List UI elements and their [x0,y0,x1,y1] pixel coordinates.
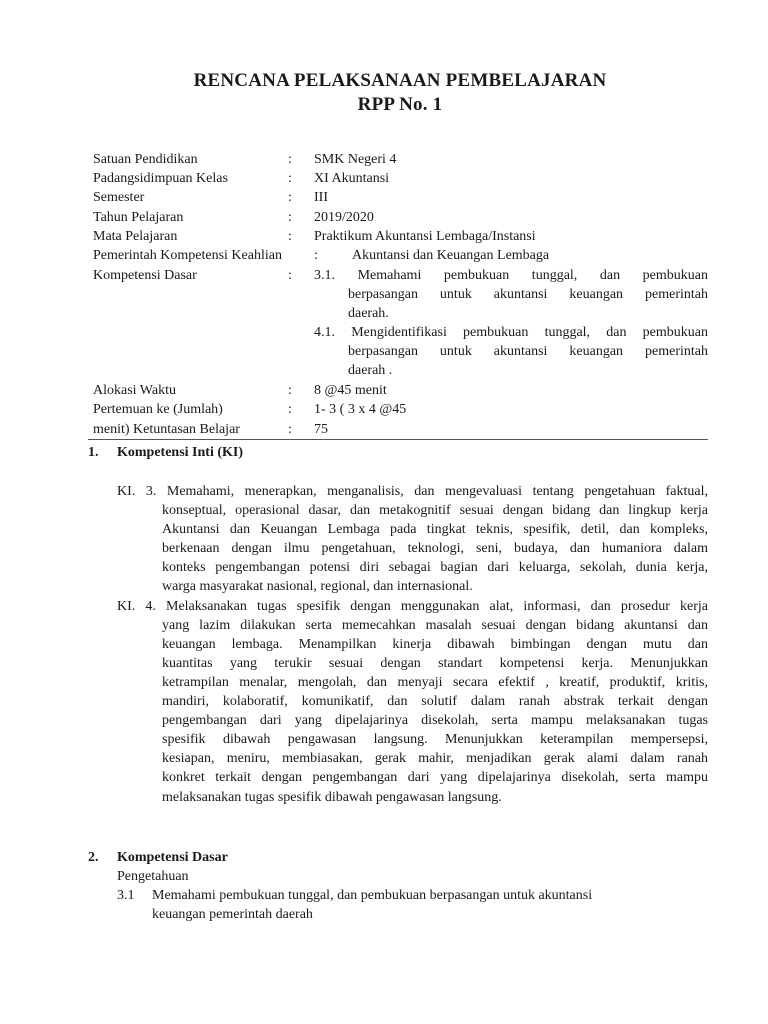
ki4-line: kuantitas yang terukir sesuai dengan standart kompetensi kerja. Menunjukkan [162,656,708,671]
ki4-line: ketrampilan menalar, mengolah, dan menyaji secara efektif , kreatif, produktif, kritis, [162,675,708,690]
keahlian-label: Pemerintah Kompetensi Keahlian [93,248,282,263]
ki4-line: kesiapan, meniru, membiasakan, gerak mahir, menjadikan gerak alami dalam ranah [162,751,708,766]
ki4-line: pengembangan dari yang dipelajarinya disekolah, serta mampu melaksanakan tugas [162,713,708,728]
alokasi-row [0,381,768,400]
semester-row [0,188,768,207]
kd-41-line: daerah . [348,363,393,378]
kd-41-line: berpasangan untuk akuntansi keuangan pemerintah [348,344,708,359]
document-title: RENCANA PELAKSANAAN PEMBELAJARAN [193,70,607,91]
alokasi-label: Alokasi Waktu [93,383,176,398]
pertemuan-label: Pertemuan ke (Jumlah) [93,402,223,417]
tahun-row [0,208,768,227]
subheading-pengetahuan: Pengetahuan [117,869,189,884]
ki4-first-line: KI. 4. Melaksanakan tugas spesifik dengan menggunakan alat, informasi, dan prosedur kerja [117,599,708,614]
alokasi-value: 8 @45 menit [314,383,387,398]
ketuntasan-label: menit) Ketuntasan Belajar [93,422,240,437]
colon: : [288,268,292,283]
ki4-line: konkret terkait dengan pengembangan dari yang dipelajarinya disekolah, serta mampu [162,770,708,785]
section-number: 1. [88,445,99,460]
colon: : [288,383,292,398]
table-rule [88,439,708,440]
mapel-row [0,227,768,246]
document-subtitle: RPP No. 1 [357,94,443,115]
ketuntasan-row [0,420,768,439]
colon: : [288,171,292,186]
colon: : [288,229,292,244]
kd-label: Kompetensi Dasar [93,268,197,283]
satuan-row [0,150,768,169]
item-line: Memahami pembukuan tunggal, dan pembukuan berpasangan untuk akuntansi [152,888,593,903]
section-heading: Kompetensi Inti (KI) [117,445,243,460]
mapel-value: Praktikum Akuntansi Lembaga/Instansi [314,229,536,244]
colon: : [314,248,318,263]
colon: : [288,422,292,437]
satuan-value: SMK Negeri 4 [314,152,397,167]
kelas-value: XI Akuntansi [314,171,390,186]
kelas-label: Padangsidimpuan Kelas [93,171,228,186]
ki4-line: melaksanakan tugas spesifik dibawah pengawasan langsung. [162,790,502,805]
ki4-line: spesifik dibawah pengawasan langsung. Menunjukkan keterampilan mempersepsi, [162,732,708,747]
kd-31-line: berpasangan untuk akuntansi keuangan pemerintah [348,287,708,302]
kd-41-line: 4.1. Mengidentifikasi pembukuan tunggal, dan pembukuan [314,325,708,340]
keahlian-row [0,246,768,265]
kd-31-line: daerah. [348,306,389,321]
colon: : [288,190,292,205]
colon: : [288,402,292,417]
pertemuan-row [0,400,768,419]
tahun-value: 2019/2020 [314,210,374,225]
ki3-line: konseptual, operasional dasar, dan metakognitif sesuai dengan bidang dan lingkup kerja [162,503,708,518]
keahlian-value: Akuntansi dan Keuangan Lembaga [352,248,550,263]
section-number: 2. [88,850,99,865]
ki3-line: berkenaan dengan ilmu pengetahuan, teknologi, seni, budaya, dan humaniora dalam [162,541,708,556]
colon: : [288,152,292,167]
colon: : [288,210,292,225]
pertemuan-value: 1- 3 ( 3 x 4 @45 [314,402,407,417]
kelas-row [0,169,768,188]
ketuntasan-value: 75 [314,422,328,437]
ki3-line: Akuntansi dan Keuangan Lembaga pada tingkat teknis, spesifik, detil, dan kompleks, [162,522,708,537]
satuan-label: Satuan Pendidikan [93,152,198,167]
mapel-label: Mata Pelajaran [93,229,178,244]
tahun-label: Tahun Pelajaran [93,210,184,225]
semester-label: Semester [93,190,145,205]
ki4-line: keuangan lembaga. Menampilkan kinerja dibawah bimbingan dengan mutu dan [162,637,708,652]
ki3-line: konteks pengembangan potensi diri sebagai bagian dari keluarga, sekolah, dunia kerja, [162,560,708,575]
ki4-line: yang lazim dilakukan serta memecahkan masalah sesuai dengan bidang akuntansi dan [162,618,708,633]
section-heading: Kompetensi Dasar [117,850,228,865]
kd-31-line: 3.1. Memahami pembukuan tunggal, dan pembukuan [314,268,708,283]
item-number: 3.1 [117,888,135,903]
semester-value: III [314,190,328,205]
ki3-first-line: KI. 3. Memahami, menerapkan, menganalisis, dan mengevaluasi tentang pengetahuan faktual, [117,484,708,499]
item-line: keuangan pemerintah daerah [152,907,313,922]
ki4-line: mandiri, kolaboratif, komunikatif, dan solutif dalam ranah abstrak terkait dengan [162,694,708,709]
ki3-line: warga masyarakat nasional, regional, dan internasional. [162,579,473,594]
